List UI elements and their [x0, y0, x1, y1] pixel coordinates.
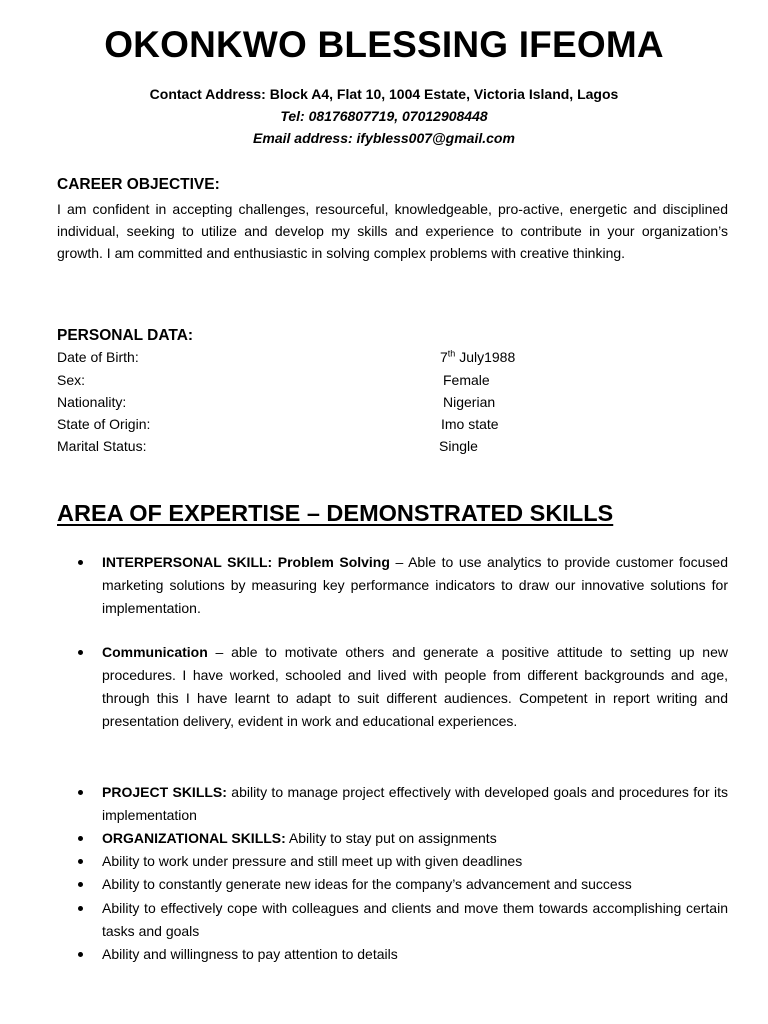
personal-data-heading: PERSONAL DATA: [57, 327, 194, 344]
bullet-icon [78, 650, 83, 655]
dob-value: 7th July1988 [440, 348, 516, 365]
bullet-icon [78, 560, 83, 565]
contact-email: Email address: ifybless007@gmail.com [253, 130, 515, 146]
bullet-icon [78, 790, 83, 795]
state-label: State of Origin: [57, 416, 151, 432]
state-value: Imo state [441, 416, 499, 432]
personal-row-nationality [57, 394, 728, 416]
nationality-label: Nationality: [57, 394, 127, 410]
bullet-icon [78, 836, 83, 841]
list-item: PROJECT SKILLS: ability to manage project effectively with developed goals and procedures for its implementation [102, 781, 728, 827]
sex-value: Female [443, 372, 490, 388]
personal-row-sex [57, 372, 728, 394]
list-item: Ability and willingness to pay attention to details [102, 943, 728, 966]
personal-row-state [57, 416, 728, 438]
career-objective-text: I am confident in accepting challenges, resourceful, knowledgeable, pro-active, energetic and disciplined individual, seeking to utilize and develop my skills and experience to contribute in your organization’s growth. I am committed and enthusiastic in solving complex problems with creative thinking. [57, 201, 728, 261]
list-item: Communication – able to motivate others and generate a positive attitude to setting up new procedures. I have worked, schooled and lived with people from different backgrounds and age, through this I have learnt to adapt to suit different audiences. Competent in report writing and presentation delivery, evident in work and educational experiences. [102, 641, 728, 733]
personal-row-marital [57, 438, 728, 460]
contact-address: Contact Address: Block A4, Flat 10, 1004 Estate, Victoria Island, Lagos [149, 86, 619, 102]
bullet-icon [78, 952, 83, 957]
bullet-icon [78, 859, 83, 864]
list-item: Ability to constantly generate new ideas for the company’s advancement and success [102, 873, 728, 896]
expertise-heading: AREA OF EXPERTISE – DEMONSTRATED SKILLS [57, 500, 614, 526]
bullet-icon [78, 882, 83, 887]
marital-label: Marital Status: [57, 438, 147, 454]
nationality-value: Nigerian [443, 394, 496, 410]
bullet-icon [78, 906, 83, 911]
personal-row-dob [57, 349, 728, 371]
marital-value: Single [439, 438, 478, 454]
list-item: INTERPERSONAL SKILL: Problem Solving – Able to use analytics to provide customer focused marketing solutions by measuring key performance indicators to draw our innovative solutions for implementation. [102, 551, 728, 620]
contact-phone: Tel: 08176807719, 07012908448 [280, 108, 488, 124]
dob-label: Date of Birth: [57, 349, 139, 365]
applicant-name: OKONKWO BLESSING IFEOMA [104, 24, 664, 65]
sex-label: Sex: [57, 372, 86, 388]
list-item: Ability to work under pressure and still meet up with given deadlines [102, 850, 728, 873]
list-item: ORGANIZATIONAL SKILLS: Ability to stay put on assignments [102, 827, 728, 850]
career-objective-heading: CAREER OBJECTIVE: [57, 176, 220, 193]
list-item: Ability to effectively cope with colleagues and clients and move them towards accomplishing certain tasks and goals [102, 897, 728, 943]
